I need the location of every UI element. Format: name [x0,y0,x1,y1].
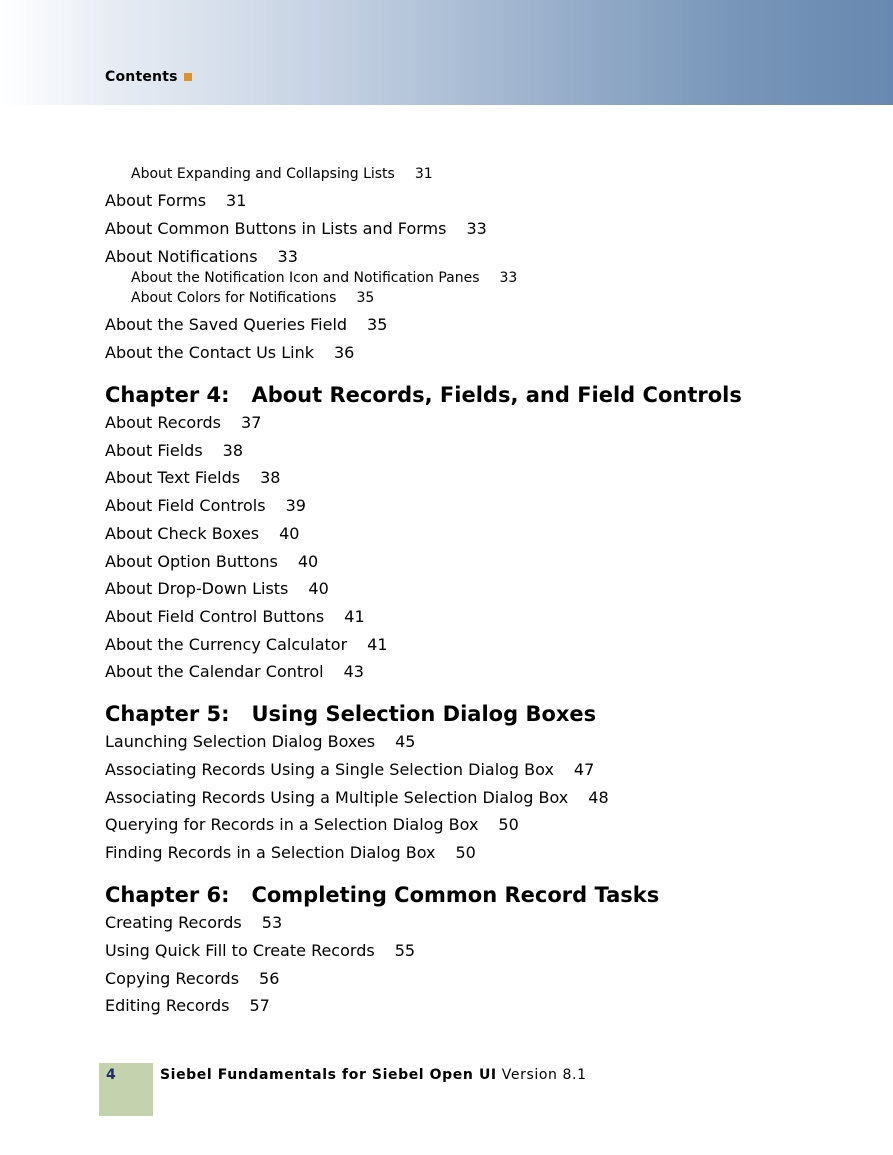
toc-page-number: 40 [279,524,300,543]
toc-page-number: 41 [344,607,365,626]
toc-page-number: 33 [277,247,298,266]
toc-entry[interactable]: Editing Records 57 [105,996,270,1015]
toc-entry[interactable]: About Option Buttons 40 [105,552,319,571]
chapter-heading[interactable]: Chapter 5: Using Selection Dialog Boxes [105,702,597,726]
toc-entry[interactable]: About Text Fields 38 [105,468,281,487]
toc-page-number: 33 [466,219,487,238]
toc-entry[interactable]: About Forms 31 [105,191,247,210]
toc-page-number: 38 [222,441,244,460]
toc-page-number: 50 [498,815,519,834]
toc-page-number: 56 [259,969,280,988]
footer-title-text: Siebel Fundamentals for Siebel Open UI [160,1067,497,1083]
toc-entry[interactable]: About Check Boxes 40 [105,524,300,543]
toc-page-number: 53 [261,913,283,932]
toc-page-number: 40 [308,579,329,598]
toc-page-number: 45 [395,732,416,751]
toc-entry[interactable]: About Drop-Down Lists 40 [105,579,329,598]
toc-entry[interactable]: Using Quick Fill to Create Records 55 [105,941,416,960]
toc-page-number: 48 [588,788,609,807]
toc-page-number: 57 [249,996,270,1015]
footer-version: Version 8.1 [501,1067,587,1083]
running-header [105,69,192,85]
toc-entry[interactable]: Querying for Records in a Selection Dialog Box 50 [105,815,519,834]
toc-entry[interactable]: About the Notification Icon and Notification Panes 33 [131,270,518,286]
toc-entry[interactable]: About Records 37 [105,413,262,432]
toc-entry[interactable]: About the Calendar Control 43 [105,662,364,681]
toc-page-number: 50 [455,843,476,862]
header-label: Contents [105,69,178,85]
toc-page-number: 40 [297,552,319,571]
toc-entry[interactable]: About Field Controls 39 [105,496,306,515]
toc-entry[interactable]: About the Saved Queries Field 35 [105,315,388,334]
header-band [0,0,893,105]
toc-entry[interactable]: Associating Records Using a Single Selection Dialog Box 47 [105,760,595,779]
toc-entry[interactable]: About the Currency Calculator 41 [105,635,388,654]
toc-page-number: 36 [333,343,355,362]
toc-page-number: 31 [414,166,433,182]
toc-entry[interactable]: About Common Buttons in Lists and Forms 33 [105,219,487,238]
toc-page-number: 33 [499,270,518,286]
chapter-heading[interactable]: Chapter 6: Completing Common Record Tasks [105,883,660,907]
toc-entry[interactable]: Copying Records 56 [105,969,280,988]
toc-page-number: 43 [343,662,364,681]
toc-page-number: 55 [394,941,416,960]
toc-page-number: 47 [573,760,595,779]
toc-page-number: 38 [260,468,281,487]
toc-entry[interactable]: About Expanding and Collapsing Lists 31 [131,166,433,182]
toc-entry[interactable]: About Colors for Notifications 35 [131,290,375,306]
orange-square-icon [184,73,192,81]
toc-page-number: 35 [367,315,388,334]
toc-entry[interactable]: Associating Records Using a Multiple Selection Dialog Box 48 [105,788,609,807]
toc-entry[interactable]: Finding Records in a Selection Dialog Box 50 [105,843,476,862]
toc-entry[interactable]: Launching Selection Dialog Boxes 45 [105,732,416,751]
toc-page-number: 37 [241,413,262,432]
toc-entry[interactable]: About the Contact Us Link 36 [105,343,355,362]
toc-page-number: 39 [285,496,306,515]
toc-entry[interactable]: About Notifications 33 [105,247,298,266]
chapter-heading[interactable]: Chapter 4: About Records, Fields, and Field Controls [105,383,742,407]
footer-page-number: 4 [106,1067,116,1083]
toc-page-number: 41 [367,635,388,654]
footer-book-title [160,1067,587,1083]
toc-entry[interactable]: About Field Control Buttons 41 [105,607,365,626]
toc-entry[interactable]: Creating Records 53 [105,913,283,932]
toc-page-number: 31 [226,191,247,210]
toc-entry[interactable]: About Fields 38 [105,441,244,460]
toc-page-number: 35 [356,290,375,306]
